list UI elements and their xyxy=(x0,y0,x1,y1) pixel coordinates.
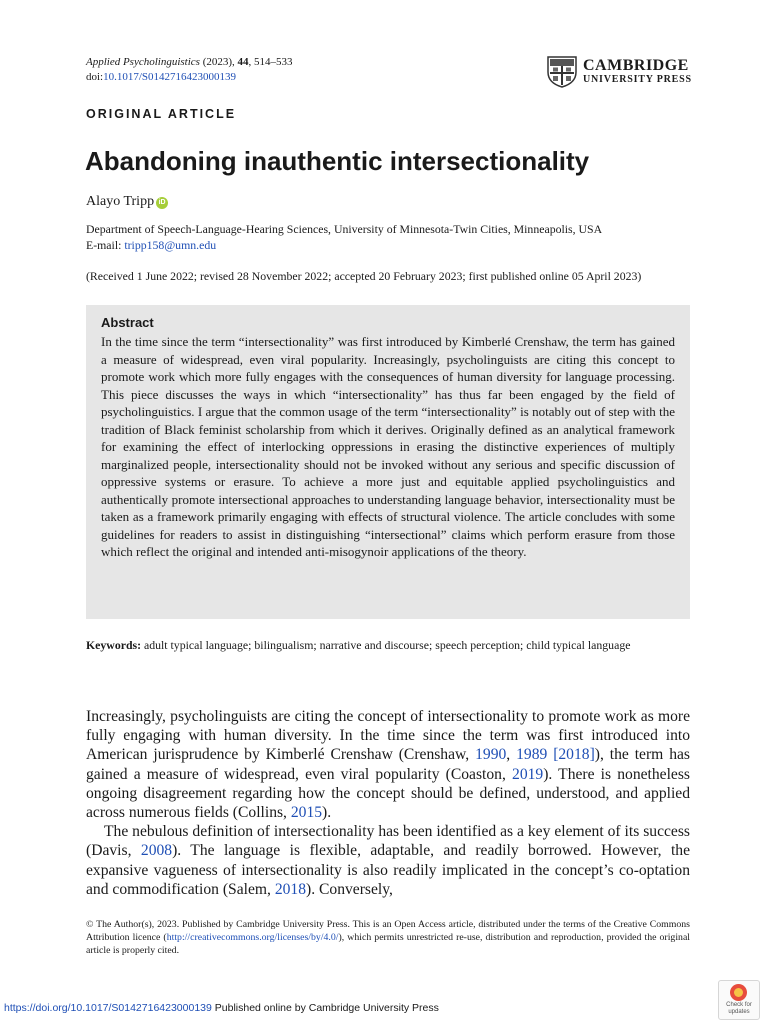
keywords xyxy=(86,637,690,653)
article-type: ORIGINAL ARTICLE xyxy=(86,107,237,121)
body-text-run: Increasingly, psycholinguists are citing the concept of intersectionality to promote work as more fully engaging with human diversity. In the time since the term was first introduced into American jurisprudence by Kimberlé Crenshaw (Crenshaw, xyxy=(86,708,690,764)
footer-published: Published online by Cambridge University Press xyxy=(211,1002,439,1014)
check-for-updates-button[interactable] xyxy=(718,980,760,1020)
copyright-notice xyxy=(86,918,690,957)
check-updates-line2: updates xyxy=(728,1009,750,1015)
body-text xyxy=(86,707,690,899)
publisher-name-line2: UNIVERSITY PRESS xyxy=(583,74,692,85)
body-paragraph xyxy=(86,707,690,822)
journal-year: (2023), xyxy=(199,56,238,68)
reference-link[interactable]: 2008 xyxy=(140,842,173,860)
cambridge-shield-icon xyxy=(547,56,577,88)
doi-prefix: doi: xyxy=(86,71,104,83)
copyright-text: ), which permits unrestricted re-use, distribution and reproduction, provided the original article is properly cited. xyxy=(86,932,691,956)
journal-name: Applied Psycholinguistics xyxy=(86,56,200,68)
reference-link[interactable]: 2018 xyxy=(274,880,306,898)
orcid-icon[interactable]: iD xyxy=(156,197,168,209)
email-label: E-mail: xyxy=(86,238,125,252)
copyright-text: © The Author(s), 2023. Published by Cambridge University Press. This is an Open Access article, distributed under the terms of the Creative Commons Attribution licence ( xyxy=(86,919,690,943)
doi-link[interactable]: 10.1017/S0142716423000139 xyxy=(103,71,237,83)
body-text-run: ). Conversely, xyxy=(306,880,393,898)
author-line xyxy=(86,194,168,210)
footer-doi-link[interactable]: https://doi.org/10.1017/S0142716423000139 xyxy=(4,1002,212,1014)
email-line xyxy=(86,237,690,253)
abstract-heading: Abstract xyxy=(101,315,154,330)
body-paragraph xyxy=(86,822,690,899)
doi-line xyxy=(86,70,293,85)
body-text-run: The nebulous definition of intersectionality has been identified as a key element of its success (Davis, xyxy=(86,823,690,860)
reference-link[interactable]: 2019 xyxy=(512,765,544,783)
keywords-text: adult typical language; bilingualism; narrative and discourse; speech perception; child typical language xyxy=(141,638,631,652)
received-dates: (Received 1 June 2022; revised 28 November 2022; accepted 20 February 2023; first published online 05 April 2023) xyxy=(86,269,642,283)
affiliation-block xyxy=(86,221,690,253)
check-updates-icon-inner xyxy=(734,988,743,997)
body-text-run: ). There is nonetheless ongoing disagreement regarding how the concept should be defined, understood, and applied across numerous fields (Collins, xyxy=(86,765,690,822)
license-link[interactable]: http://creativecommons.org/licenses/by/4.0/ xyxy=(166,932,339,943)
abstract-box xyxy=(86,305,690,619)
email-link[interactable]: tripp158@umn.edu xyxy=(124,238,217,252)
body-text-run: ). The language is flexible, adaptable, and readily borrowed. However, the expansive vagueness of intersectionality is also readily implicated in the concept’s co-optation and commodification (Salem, xyxy=(86,842,691,898)
journal-citation xyxy=(86,55,293,85)
article-title: Abandoning inauthentic intersectionality xyxy=(85,146,590,176)
body-text-run: , xyxy=(506,746,517,764)
reference-link[interactable]: 2015 xyxy=(290,804,323,822)
reference-link[interactable]: 1990 xyxy=(475,746,507,764)
body-text-run: ), the term has gained a measure of widespread, even viral popularity (Coaston, xyxy=(86,746,690,783)
affiliation: Department of Speech-Language-Hearing Sciences, University of Minnesota-Twin Cities, Minneapolis, USA xyxy=(86,222,603,236)
reference-link[interactable]: 1989 [2018] xyxy=(516,746,595,764)
publisher-name-line1: CAMBRIDGE xyxy=(583,57,689,74)
publisher-logo xyxy=(547,56,693,88)
journal-volume: 44 xyxy=(237,56,249,68)
page-footer xyxy=(4,1002,439,1014)
abstract-text: In the time since the term “intersectionality” was first introduced by Kimberlé Crenshaw, the term has gained a measure of widespread, even viral popularity. Increasingly, psycholinguists are citing this concept to promote work which more fully engages with the consequences of human diversity for language processing. This piece discusses the ways in which “intersectionality” has thus far been engaged by the field of psycholinguistics. I argue that the common usage of the term “intersectionality” is notably out of step with the tradition of Black feminist scholarship from which it derives. Originally defined as an analytical framework for examining the effect of interlocking oppressions in erasing the distinctive experiences of multiply marginalized people, intersectionality should not be invoked without any serious and specific discussion of oppressive systems or erasure. To achieve a more just and equitable applied psycholinguistics and authentically promote intersectional approaches to understanding language behavior, intersectionality must be taken as a framework primarily engaging with effects of structural violence. The article concludes with some guidelines for readers to assist in distinguishing “intersectional” claims which perform erasure from those which reflect the original and intended anti-misogynoir applications of the theory. xyxy=(101,334,675,559)
check-updates-line1: Check for xyxy=(726,1002,752,1008)
journal-line xyxy=(86,55,293,70)
author-name[interactable]: Alayo Tripp xyxy=(86,194,155,209)
body-text-run: ). xyxy=(322,804,332,822)
check-updates-label xyxy=(719,1002,759,1016)
keywords-label: Keywords: xyxy=(86,638,142,652)
journal-pages: , 514–533 xyxy=(248,56,293,68)
